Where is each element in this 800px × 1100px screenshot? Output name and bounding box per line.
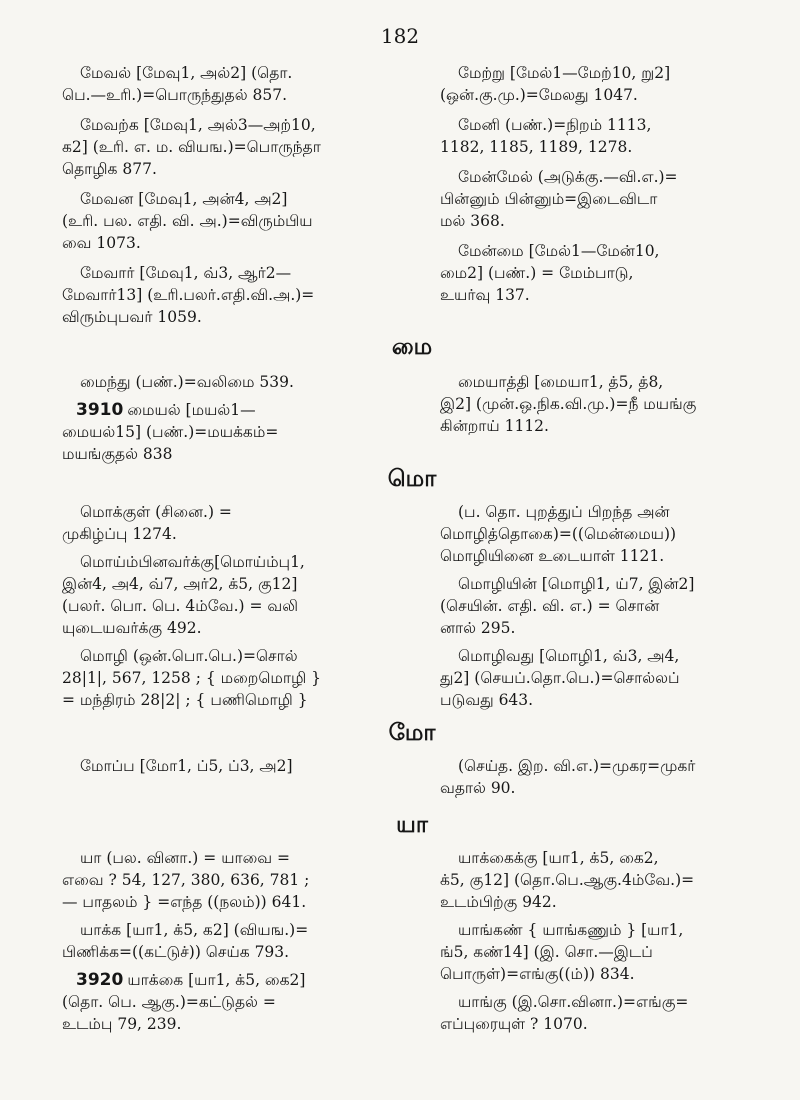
- entry: (செய்த. இற. வி.எ.)=முகர=முகர் வதால் 90.: [440, 757, 696, 797]
- left-column: [62, 755, 384, 805]
- entry: மேவல் [மேவு1, அல்2] (தொ. பெ.—உரி.)=பொருந்துதல் 857.: [62, 64, 293, 104]
- right-column: [440, 501, 762, 717]
- section-heading: யா: [396, 812, 428, 838]
- entry: மேவன [மேவு1, அன்4, அ2] (உரி. பல. எதி. வி. அ.)=விரும்பிய வை 1073.: [62, 190, 313, 252]
- section-yaa: [62, 812, 762, 1041]
- entry: 3920 யாக்கை [யா1, க்5, கை2] (தொ. பெ. ஆகு.)=கட்டுதல் = உடம்பு 79, 239.: [62, 970, 306, 1033]
- section-heading: மை: [391, 334, 433, 360]
- entry: யாக்க [யா1, க்5, க2] (வியங.)= பிணிக்க=((கட்டுச்)) செய்க 793.: [62, 921, 309, 961]
- right-column: [440, 62, 762, 334]
- entry: (ப. தொ. புறத்துப் பிறந்த அன் மொழித்தொகை)=((மென்மைய)) மொழியினை உடையாள் 1121.: [440, 503, 677, 565]
- entry: யாங்கு (இ.சொ.வினா.)=எங்கு= எப்புரையுள் ? 1070.: [440, 993, 689, 1033]
- entry: மோப்ப [மோ1, ப்5, ப்3, அ2]: [80, 757, 293, 775]
- entry: யா (பல. வினா.) = யாவை = எவை ? 54, 127, 380, 636, 781 ; — பாதலம் } =எந்த ((நலம்)) 641.: [62, 849, 310, 911]
- right-column: [440, 755, 762, 805]
- entry: மேற்று [மேல்1—மேற்10, று2] (ஒன்.கு.மு.)=மேலது 1047.: [440, 64, 671, 104]
- right-column: [440, 371, 762, 471]
- entry: மேவார் [மேவு1, வ்3, ஆர்2— மேவார்13] (உரி.பலர்.எதி.வி.அ.)= விரும்புபவர் 1059.: [62, 264, 315, 326]
- entry: மேனி (பண்.)=நிறம் 1113, 1182, 1185, 1189, 1278.: [440, 116, 652, 156]
- entry: மேன்மேல் (அடுக்கு.—வி.எ.)= பின்னும் பின்னும்=இடைவிடா மல் 368.: [440, 168, 678, 230]
- entry: மொய்ம்பினவர்க்கு[மொய்ம்பு1, இன்4, அ4, வ்7, அர்2, க்5, கு12] (பலர். பொ. பெ. 4ம்வே.) = வலி யுடையவர்க்கு 492.: [62, 553, 305, 637]
- left-column: [62, 62, 384, 334]
- entry: 3910 மையல் [மயல்1— மையல்15] (பண்.)=மயக்கம்= மயங்குதல் 838: [62, 400, 279, 463]
- left-column: [62, 501, 384, 717]
- entry: மொழியின் [மொழி1, ய்7, இன்2] (செயின். எதி. வி. எ.) = சொன் னால் 295.: [440, 575, 695, 637]
- section-heading: மோ: [388, 720, 436, 746]
- entry: மொழி (ஒன்.பொ.பெ.)=சொல் 28|1|, 567, 1258 ; { மறைமொழி } = மந்திரம் 28|2| ; { பணிமொழி }: [62, 647, 322, 709]
- entry: மேன்மை [மேல்1—மேன்10, மை2] (பண்.) = மேம்பாடு, உயர்வு 137.: [440, 242, 660, 304]
- entry: மேவற்க [மேவு1, அல்3—அற்10, க2] (உரி. எ. ம. வியங.)=பொருந்தா தொழிக 877.: [62, 116, 321, 178]
- section-mai: [62, 334, 762, 471]
- left-column: [62, 847, 384, 1041]
- section-me: [62, 62, 762, 334]
- entry: மொழிவது [மொழி1, வ்3, அ4, து2] (செயப்.தொ.பெ.)=சொல்லப் படுவது 643.: [440, 647, 680, 709]
- entry: யாங்கண் { யாங்கணும் } [யா1, ங்5, கண்14] (இ. சொ.—இடப் பொருள்)=எங்கு((ம்)) 834.: [440, 921, 684, 983]
- entry: மைந்து (பண்.)=வலிமை 539.: [80, 373, 294, 391]
- entry: மொக்குள் (சினை.) = முகிழ்ப்பு 1274.: [62, 503, 232, 543]
- entry: யாக்கைக்கு [யா1, க்5, கை2, க்5, கு12] (தொ.பெ.ஆகு.4ம்வே.)= உடம்பிற்கு 942.: [440, 849, 695, 911]
- left-column: [62, 371, 384, 471]
- section-mo: [62, 466, 762, 717]
- section-heading: மொ: [387, 466, 437, 492]
- page-number: 182: [380, 24, 420, 48]
- entry: மையாத்தி [மையா1, த்5, த்8, இ2] (முன்.ஒ.நிக.வி.மு.)=நீ மயங்கு கின்றாய் 1112.: [440, 373, 697, 435]
- right-column: [440, 847, 762, 1041]
- section-moo: [62, 720, 762, 805]
